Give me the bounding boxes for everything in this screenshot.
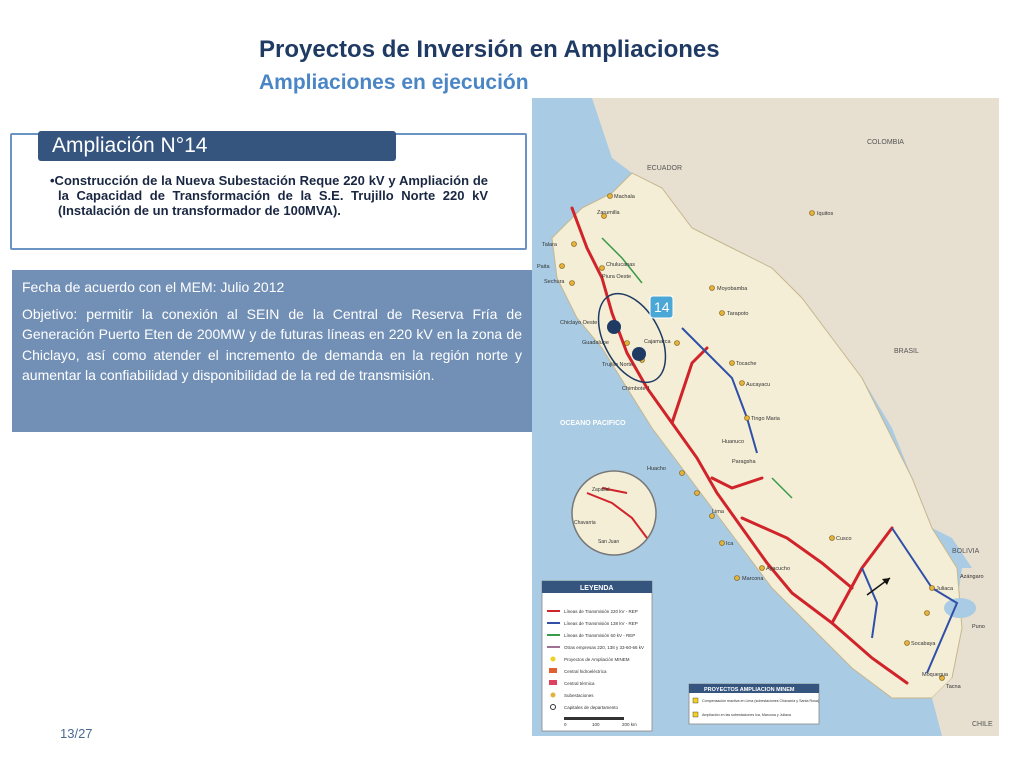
fecha-text: Fecha de acuerdo con el MEM: Julio 2012 <box>22 279 285 295</box>
country-chile: CHILE <box>972 721 993 728</box>
country-colombia: COLOMBIA <box>867 139 904 146</box>
city-paita: Paita <box>537 264 550 270</box>
city-arequipa: Socabaya <box>911 641 936 647</box>
reque-marker <box>607 320 621 334</box>
city-tarapoto: Tarapoto <box>727 311 749 317</box>
city-trujillo: Trujillo Norte <box>602 362 633 368</box>
city-moquegua: Moquegua <box>922 672 948 678</box>
legend-item-3: Líneas de Transmisión 60 kV - REP <box>564 633 636 638</box>
city-chimbote: Chimbote 1 <box>622 386 651 392</box>
city-moyobamba: Moyobamba <box>717 286 748 292</box>
city-tingomaria: Tingo Maria <box>751 416 780 422</box>
projects-box <box>689 684 819 724</box>
info-panel <box>12 270 532 432</box>
legend-item-1: Líneas de Transmisión 220 kV - REP <box>564 609 638 614</box>
city-cusco: Cusco <box>836 536 852 542</box>
city-pasco: Paragsha <box>732 459 756 465</box>
ampliacion-description: •Construcción de la Nueva Subestación Reque 220 kV y Ampliación de la Capacidad de Transformación de la S.E. Trujillo Norte 220 kV (Instalación de un transformador de 100MVA). <box>50 173 488 218</box>
city-huanuco: Huanuco <box>722 439 745 445</box>
city-aucayacu: Aucayacu <box>746 382 771 388</box>
legend-item-9: Capitales de departamento <box>564 705 619 710</box>
city-puno: Puno <box>972 624 985 630</box>
lake-titicaca <box>944 598 976 618</box>
country-bolivia: BOLIVIA <box>952 548 980 555</box>
projects-item-1: Compensación reactiva en Lima (subestaciones Chavarría y Santa Rosa) <box>702 699 820 703</box>
page-number: 13/27 <box>60 726 93 741</box>
objetivo-text: Objetivo: permitir la conexión al SEIN de la Central de Reserva Fría de Generación Puerto Eten de 200MW y de futuras líneas en 220 kV en la zona de Chiclayo, así como atender el incremento de demanda en la región norte y aumentar la confiabilidad y disponibilidad de la red de transmisión. <box>22 305 522 383</box>
peru-transmission-map <box>532 98 999 736</box>
trujillo-marker <box>632 347 646 361</box>
legend-item-2: Líneas de Transmisión 138 kV - REP <box>564 621 638 626</box>
projects-title: PROYECTOS AMPLIACION MINEM <box>704 687 795 693</box>
inset-chavarria: Chavarria <box>574 520 596 526</box>
legend-item-4: Otras empresas 220, 138 y 33-60-66 kV <box>564 645 645 650</box>
city-iquitos: Iquitos <box>817 211 834 217</box>
city-lima: Lima <box>712 509 724 515</box>
page-subtitle: Ampliaciones en ejecución <box>259 71 529 94</box>
city-ica: Ica <box>726 541 734 547</box>
city-ayacucho: Ayacucho <box>766 566 791 572</box>
project-badge-label: 14 <box>654 299 670 315</box>
legend-item-5: Proyectos de Ampliación MINEM <box>564 657 630 662</box>
city-chulucanas: Chulucanas <box>606 262 636 268</box>
legend-box <box>542 581 652 731</box>
city-machala: Machala <box>614 194 635 200</box>
city-tocache: Tocache <box>736 361 757 367</box>
country-brasil: BRASIL <box>894 348 919 355</box>
city-piura: Piura Oeste <box>602 274 632 280</box>
legend-scale-100: 100 <box>592 722 600 727</box>
legend-item-6: Central hidroeléctrica <box>564 669 607 674</box>
city-chiclayo: Chiclayo Oeste <box>560 320 598 326</box>
inset-zapallal: Zapallal <box>592 487 610 493</box>
ampliacion-tab: Ampliación N°14 <box>38 131 396 161</box>
map-svg <box>532 98 999 736</box>
legend-item-8: Subestaciones <box>564 693 594 698</box>
city-tacna: Tacna <box>946 684 961 690</box>
city-zarumilla: Zarumilla <box>597 210 620 216</box>
ocean-label: OCEANO PACIFICO <box>560 420 626 427</box>
city-marcona: Marcona <box>742 576 764 582</box>
page-title: Proyectos de Inversión en Ampliaciones <box>259 36 720 63</box>
city-huacho: Huacho <box>647 466 666 472</box>
country-ecuador: ECUADOR <box>647 165 683 172</box>
inset-sanjuan: San Juan <box>598 539 620 545</box>
city-azangaro: Azángaro <box>960 574 984 580</box>
city-sechura: Sechura <box>544 279 565 285</box>
legend-scale-0: 0 <box>564 722 567 727</box>
city-cajamarca: Cajamarca <box>644 339 671 345</box>
city-guadalupe: Guadalupe <box>582 340 609 346</box>
legend-scale-200: 200 km <box>622 722 637 727</box>
city-juliaca: Juliaca <box>936 586 954 592</box>
projects-item-2: Ampliación en las subestaciones Ica, Marcona y Juliaca <box>702 713 791 717</box>
legend-item-7: Central térmica <box>564 681 595 686</box>
city-talara: Talara <box>542 242 557 248</box>
legend-title: LEYENDA <box>580 585 614 592</box>
